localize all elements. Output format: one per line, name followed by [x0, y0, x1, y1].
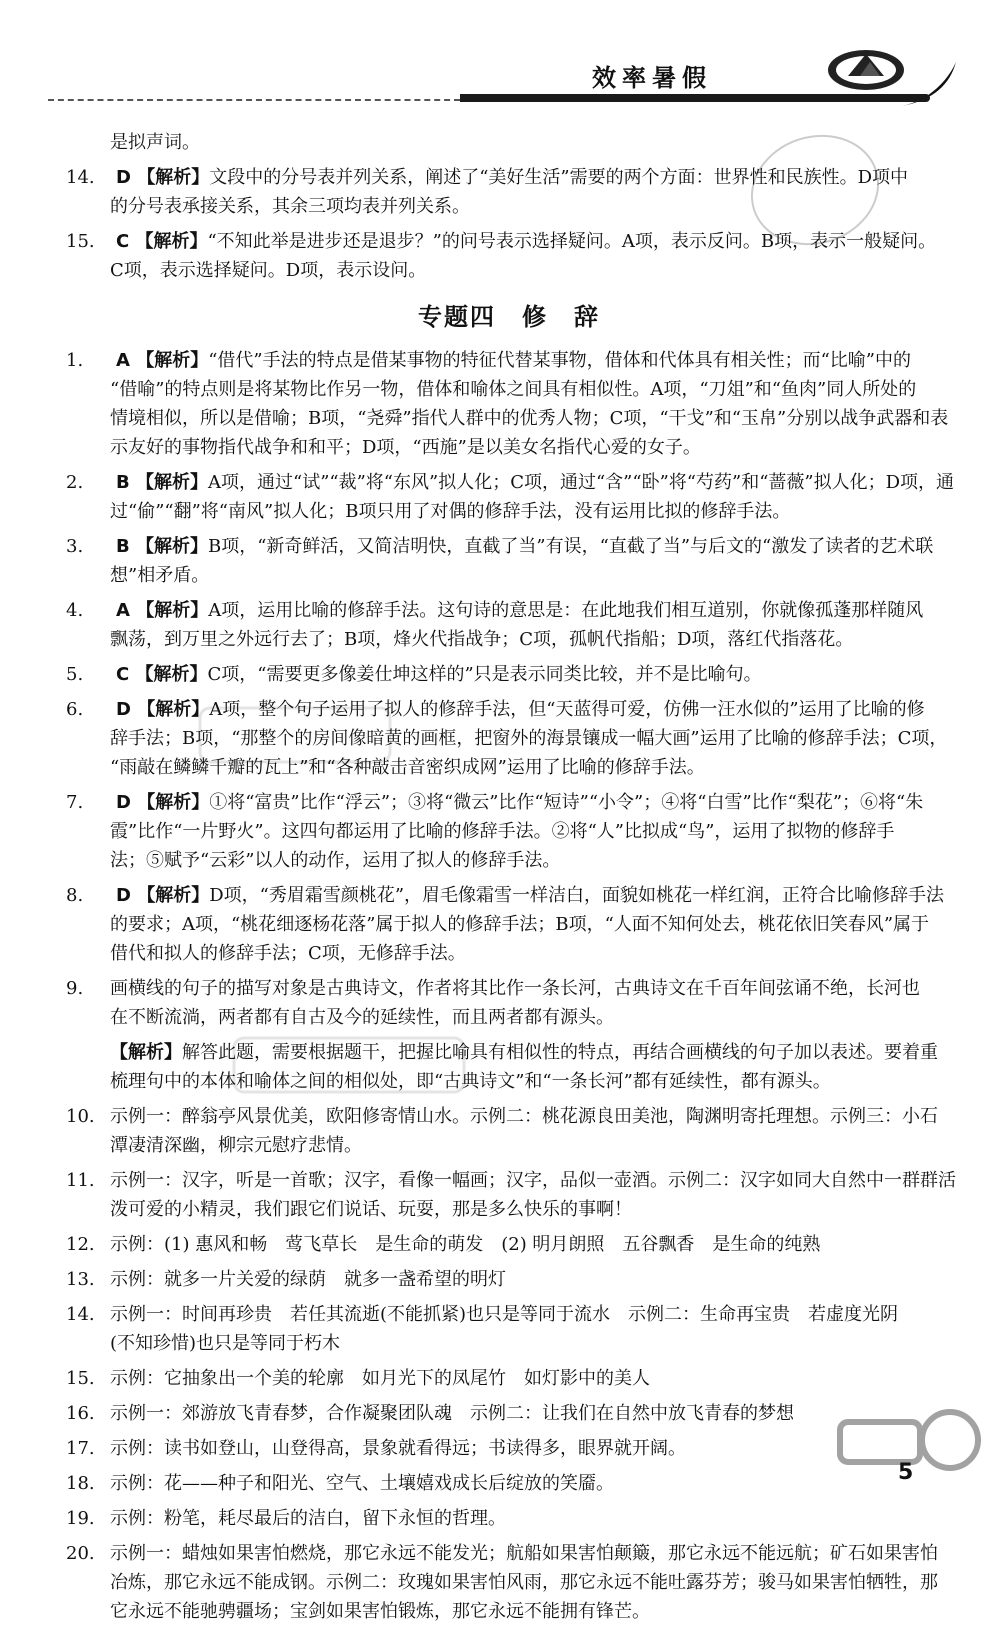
item-number: 4.: [66, 600, 84, 621]
item-text-line: 示例一：醉翁亭风景优美，欧阳修寄情山水。示例二：桃花源良田美池，陶渊明寄托理想。示例三：小石: [110, 1106, 938, 1127]
item-text-line: “借代”手法的特点是借某事物的特征代替某事物，借体和代体具有相关性；而“比喻”中的: [208, 350, 912, 371]
answer-item: [66, 1102, 952, 1160]
item-number: 20.: [66, 1543, 95, 1564]
answer-item: [66, 532, 952, 590]
item-text-line: 示例一：郊游放飞青春梦，合作凝聚团队魂 示例二：让我们在自然中放飞青春的梦想: [110, 1403, 794, 1424]
answer-item-14: 14. D 【解析】文段中的分号表并列关系，阐述了“美好生活”需要的两个方面：世界性和民族性。D项中 的分号表承接关系，其余三项均表并列关系。: [66, 167, 909, 217]
item-number: 1.: [66, 350, 84, 371]
answer-item: [66, 1399, 952, 1428]
answer-item: [66, 881, 952, 968]
item-number: 13.: [66, 1269, 95, 1290]
answer-tag: D 【解析】: [116, 885, 210, 906]
item-text-line: ①将“富贵”比作“浮云”；③将“微云”比作“短诗”“小令”；④将“白雪”比作“梨花”；⑥将“朱: [209, 792, 924, 813]
item-text-line: 示例：花——种子和阳光、空气、土壤嬉戏成长后绽放的笑靥。: [110, 1473, 614, 1494]
answer-item: [66, 1504, 952, 1533]
continuation-line: 是拟声词。: [110, 132, 200, 153]
item-number: 11.: [66, 1170, 95, 1191]
item-number: 16.: [66, 1403, 95, 1424]
answer-tag: B 【解析】: [116, 536, 208, 557]
item-text-line: A项，运用比喻的修辞手法。这句诗的意思是：在此地我们相互道别，你就像孤蓬那样随风: [208, 600, 924, 621]
mountain-logo-icon: [826, 44, 906, 92]
item-text-line: 示例：就多一片关爱的绿荫 就多一盏希望的明灯: [110, 1269, 506, 1290]
answer-item: [66, 1539, 952, 1626]
answer-tag: D 【解析】: [116, 699, 210, 720]
answer-item: [66, 1364, 952, 1393]
item-text-line: 示例一：时间再珍贵 若任其流逝(不能抓紧)也只是等同于流水 示例二：生命再宝贵 若虚度光阴: [110, 1304, 899, 1325]
item-text-line: D项，“秀眉霜雪颜桃花”，眉毛像霜雪一样洁白，面貌如桃花一样红润，正符合比喻修辞手法: [209, 885, 945, 906]
item-text-line: (不知珍惜)也只是等同于朽木: [110, 1333, 341, 1354]
answer-tag: D 【解析】: [116, 792, 210, 813]
answer-content: [66, 128, 956, 1632]
answer-item: [66, 1230, 952, 1259]
answer-item: [66, 1300, 952, 1358]
item-number: 2.: [66, 472, 84, 493]
header-solid-rule: [460, 94, 930, 102]
answer-tag: A 【解析】: [116, 600, 209, 621]
item-text-line: 的要求；A项，“桃花细逐杨花落”属于拟人的修辞手法；B项，“人面不知何处去，桃花依旧笑春风”属于: [110, 914, 930, 935]
item-text-line: 示例：读书如登山，山登得高，景象就看得远；书读得多，眼界就开阔。: [110, 1438, 686, 1459]
answer-item: [66, 346, 952, 462]
answer-item: [66, 468, 955, 526]
item-text-line: C项，“需要更多像姜仕坤这样的”只是表示同类比较，并不是比喻句。: [207, 664, 762, 685]
item-number: 12.: [66, 1234, 95, 1255]
item-text-line: 示例：粉笔，耗尽最后的洁白，留下永恒的哲理。: [110, 1508, 506, 1529]
item-text-line: 泼可爱的小精灵，我们跟它们说话、玩耍，那是多么快乐的事啊！: [110, 1199, 632, 1220]
item-text-line: 法；⑤赋予“云彩”以人的动作，运用了拟人的修辞手法。: [110, 850, 561, 871]
item-text-line: 冶炼，那它永远不能成钢。示例二：玫瑰如果害怕风雨，那它永远不能吐露芬芳；骏马如果害怕牺牲，那: [110, 1572, 938, 1593]
item-number: 15.: [66, 1368, 95, 1389]
answer-tag: B 【解析】: [116, 472, 208, 493]
item-number: 3.: [66, 536, 84, 557]
item-text-line: 示例一：蜡烛如果害怕燃烧，那它永远不能发光；航船如果害怕颠簸，那它永远不能远航；矿石如果害怕: [110, 1543, 938, 1564]
item-number: 10.: [66, 1106, 95, 1127]
item-text-line: 潭凄清深幽，柳宗元慰疗悲情。: [110, 1135, 362, 1156]
item-text-line: 示友好的事物指代战争和和平；D项，“西施”是以美女名指代心爱的女子。: [110, 437, 701, 458]
item-text-line: 在不断流淌，两者都有自古及今的延续性，而且两者都有源头。: [110, 1007, 614, 1028]
answer-tag: C 【解析】: [116, 664, 208, 685]
item-text-line: 借代和拟人的修辞手法；C项，无修辞手法。: [110, 943, 466, 964]
item-text-line: 霞”比作“一片野火”。这四句都运用了比喻的修辞手法。②将“人”比拟成“鸟”，运用了拟物的修辞手: [110, 821, 895, 842]
answer-item-15: 15. C 【解析】“不知此举是进步还是退步？”的问号表示选择疑问。A项，表示反问。B项，表示一般疑问。 C项，表示选择疑问。D项，表示设问。: [66, 231, 937, 281]
answer-item: [66, 596, 952, 654]
item-text-line: 过“偷”“翻”将“南风”拟人化；B项只用了对偶的修辞手法，没有运用比拟的修辞手法。: [110, 501, 791, 522]
answer-item: [66, 695, 952, 782]
item-text-line: 示例一：汉字，听是一首歌；汉字，看像一幅画；汉字，品似一壶酒。示例二：汉字如同大自然中一群群活: [110, 1170, 956, 1191]
answer-list-rhetoric: [66, 346, 955, 1032]
item-text-line: “借喻”的特点则是将某物比作另一物，借体和喻体之间具有相似性。A项，“刀俎”和“鱼肉”同人所处的: [110, 379, 917, 400]
item-number: 17.: [66, 1438, 95, 1459]
answer-item: [66, 1469, 952, 1498]
item-text-line: 示例：(1) 惠风和畅 莺飞草长 是生命的萌发 (2) 明月朗照 五谷飘香 是生命的纯熟: [110, 1234, 821, 1255]
item-text-line: 它永远不能驰骋疆场；宝剑如果害怕锻炼，那它永远不能拥有锋芒。: [110, 1601, 650, 1622]
item-number: 7.: [66, 792, 84, 813]
page-number: 5: [898, 1460, 914, 1485]
header-dashed-rule: [48, 99, 460, 101]
header-title: 效率暑假: [592, 64, 712, 92]
item-text-line: A项，整个句子运用了拟人的修辞手法，但“天蓝得可爱，仿佛一汪水似的”运用了比喻的修: [209, 699, 925, 720]
item-number: 18.: [66, 1473, 95, 1494]
answer-item: [66, 1166, 956, 1224]
item-number: 14.: [66, 1304, 95, 1325]
item-text-line: 想”相矛盾。: [110, 565, 210, 586]
item-text-line: 辞手法；B项，“那整个的房间像暗黄的画框，把窗外的海景镶成一幅大画”运用了比喻的修辞手法；C项，: [110, 728, 948, 749]
item-text-line: “雨敲在鳞鳞千瓣的瓦上”和“各种敲击音密织成网”运用了比喻的修辞手法。: [110, 757, 705, 778]
item-text-line: B项，“新奇鲜活，又简洁明快，直截了当”有误，“直截了当”与后文的“激发了读者的艺术联: [208, 536, 934, 557]
section-title: 专题四 修 辞: [418, 303, 600, 331]
answer-item: [66, 660, 952, 689]
answer-tag: A 【解析】: [116, 350, 209, 371]
item-text-line: 飘荡，到万里之外远行去了；B项，烽火代指战争；C项，孤帆代指船；D项，落红代指落花。: [110, 629, 854, 650]
answer-item: [66, 1265, 952, 1294]
item-number: 5.: [66, 664, 84, 685]
answer-item: [66, 788, 952, 875]
answer-item: [66, 1434, 952, 1463]
item-text-line: 示例：它抽象出一个美的轮廓 如月光下的凤尾竹 如灯影中的美人: [110, 1368, 650, 1389]
item-text-line: 画横线的句子的描写对象是古典诗文，作者将其比作一条长河，古典诗文在千百年间弦诵不绝，长河也: [110, 978, 920, 999]
item-number: 8.: [66, 885, 84, 906]
item-number: 19.: [66, 1508, 95, 1529]
item-text-line: 情境相似，所以是借喻；B项，“尧舜”指代人群中的优秀人物；C项，“干戈”和“玉帛”分别以战争武器和表: [110, 408, 949, 429]
item-number: 6.: [66, 699, 84, 720]
answer-item: [66, 974, 952, 1032]
analysis-9: 【解析】解答此题，需要根据题干，把握比喻具有相似性的特点，再结合画横线的句子加以表述。要着重 梳理句中的本体和喻体之间的相似处，即“古典诗文”和“一条长河”都有延续性，都有源头。: [110, 1042, 938, 1092]
answer-list-examples: [66, 1102, 956, 1626]
item-number: 9.: [66, 978, 84, 999]
item-text-line: A项，通过“试”“裁”将“东风”拟人化；C项，通过“含”“卧”将“芍药”和“蔷薇”拟人化；D项，通: [208, 472, 955, 493]
